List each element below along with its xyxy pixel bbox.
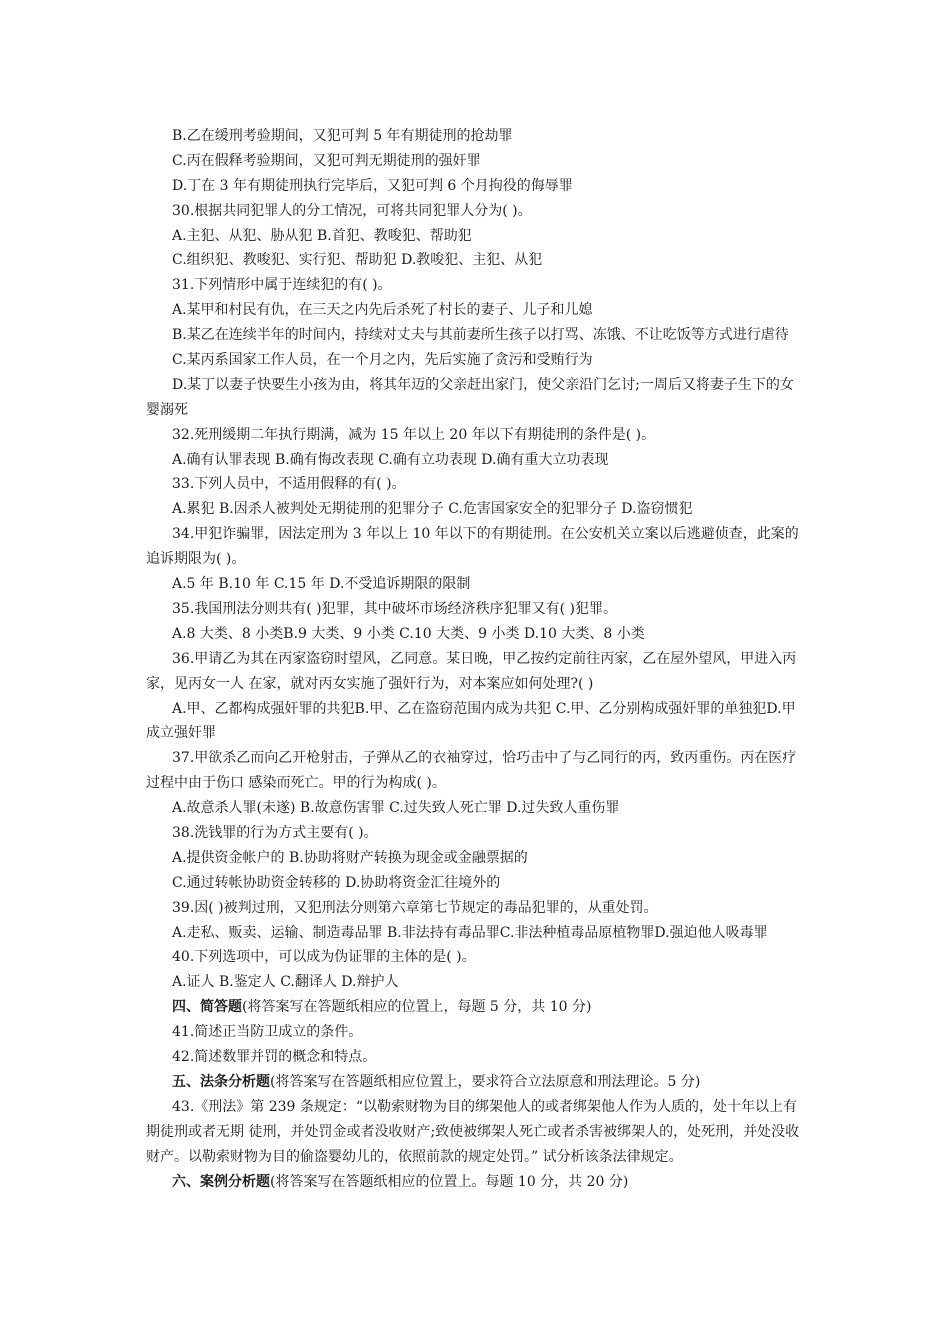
question-35: 35.我国刑法分则共有( )犯罪，其中破坏市场经济秩序犯罪又有( )犯罪。 xyxy=(172,600,618,617)
options-32: A.确有认罪表现 B.确有悔改表现 C.确有立功表现 D.确有重大立功表现 xyxy=(172,451,609,468)
question-43: 43.《刑法》第 239 条规定：“以勒索财物为目的绑架他人的或者绑架他人作为人质的，处十年以上有期徒刑或者无期 徒刑，并处罚金或者没收财产;致使被绑架人死亡或者杀害被绑架人的，处死刑，并处没收财产。以勒索财物为目的偷盗婴幼儿的，依照前款的规定处罚。” 试分析该条法律规定。 xyxy=(146,1098,800,1165)
option-31-b: B.某乙在连续半年的时间内，持续对丈夫与其前妻所生孩子以打骂、冻饿、不让吃饭等方式进行虐待 xyxy=(172,327,789,344)
question-32: 32.死刑缓期二年执行期满，减为 15 年以上 20 年以下有期徒刑的条件是( )。 xyxy=(172,426,656,443)
question-39: 39.因( )被判过刑，又犯刑法分则第六章第七节规定的毒品犯罪的，从重处罚。 xyxy=(172,899,658,916)
options-30-ab: A.主犯、从犯、胁从犯 B.首犯、教唆犯、帮助犯 xyxy=(172,227,472,244)
question-40: 40.下列选项中，可以成为伪证罪的主体的是( )。 xyxy=(172,949,476,966)
options-33: A.累犯 B.因杀人被判处无期徒刑的犯罪分子 C.危害国家安全的犯罪分子 D.盗窃惯犯 xyxy=(172,501,693,518)
section-6-title: 六、案例分析题 xyxy=(172,1173,270,1190)
option-31-a: A.某甲和村民有仇，在三天之内先后杀死了村长的妻子、儿子和儿媳 xyxy=(172,302,593,319)
section-6-heading xyxy=(146,1170,806,1195)
question-37: 37.甲欲杀乙而向乙开枪射击，子弹从乙的衣袖穿过，恰巧击中了与乙同行的丙，致丙重伤。丙在医疗过程中由于伤口 感染而死亡。甲的行为构成( )。 xyxy=(146,750,797,792)
question-38: 38.洗钱罪的行为方式主要有( )。 xyxy=(172,825,378,842)
options-40: A.证人 B.鉴定人 C.翻译人 D.辩护人 xyxy=(172,974,399,991)
options-37: A.故意杀人罪(未遂) B.故意伤害罪 C.过失致人死亡罪 D.过失致人重伤罪 xyxy=(172,800,620,817)
question-42: 42.简述数罪并罚的概念和特点。 xyxy=(172,1049,377,1066)
options-38-cd: C.通过转帐协助资金转移的 D.协助将资金汇往境外的 xyxy=(172,874,501,891)
options-30-cd: C.组织犯、教唆犯、实行犯、帮助犯 D.教唆犯、主犯、从犯 xyxy=(172,252,543,269)
option-31-d: D.某丁以妻子快要生小孩为由，将其年迈的父亲赶出家门，使父亲沿门乞讨;一周后又将妻子生下的女婴溺死 xyxy=(146,376,794,418)
question-30: 30.根据共同犯罪人的分工情况，可将共同犯罪人分为( )。 xyxy=(172,202,532,219)
section-6-note: (将答案写在答题纸相应的位置上。每题 10 分，共 20 分) xyxy=(270,1173,629,1190)
question-34: 34.甲犯诈骗罪，因法定刑为 3 年以上 10 年以下的有期徒刑。在公安机关立案以后逃避侦查，此案的追诉期限为( )。 xyxy=(146,526,799,568)
options-34: A.5 年 B.10 年 C.15 年 D.不受追诉期限的限制 xyxy=(172,576,471,593)
option-31-c: C.某丙系国家工作人员，在一个月之内，先后实施了贪污和受贿行为 xyxy=(172,352,593,369)
question-36: 36.甲请乙为其在丙家盗窃时望风，乙同意。某日晚，甲乙按约定前往丙家，乙在屋外望风，甲进入丙家，见丙女一人 在家，就对丙女实施了强奸行为，对本案应如何处理?( ) xyxy=(146,650,797,692)
options-36: A.甲、乙都构成强奸罪的共犯B.甲、乙在盗窃范围内成为共犯 C.甲、乙分别构成强奸罪的单独犯D.甲成立强奸罪 xyxy=(146,700,796,742)
section-5-title: 五、法条分析题 xyxy=(172,1073,270,1090)
option-29-c: C.丙在假释考验期间，又犯可判无期徒刑的强奸罪 xyxy=(172,152,481,169)
question-33: 33.下列人员中，不适用假释的有( )。 xyxy=(172,476,406,493)
section-4-title: 四、简答题 xyxy=(172,999,242,1016)
option-29-b: B.乙在缓刑考验期间，又犯可判 5 年有期徒刑的抢劫罪 xyxy=(172,128,513,144)
option-29-d: D.丁在 3 年有期徒刑执行完毕后，又犯可判 6 个月拘役的侮辱罪 xyxy=(172,177,573,194)
section-5-note: (将答案写在答题纸相应位置上，要求符合立法原意和刑法理论。5 分) xyxy=(270,1073,701,1090)
options-35: A.8 大类、8 小类B.9 大类、9 小类 C.10 大类、9 小类 D.10 大类、8 小类 xyxy=(172,625,645,642)
section-4-heading xyxy=(146,995,806,1020)
document-body xyxy=(146,124,806,1194)
section-5-heading xyxy=(146,1070,806,1095)
section-4-note: (将答案写在答题纸相应的位置上，每题 5 分，共 10 分) xyxy=(242,999,592,1016)
question-41: 41.简述正当防卫成立的条件。 xyxy=(172,1024,363,1041)
options-39: A.走私、贩卖、运输、制造毒品罪 B.非法持有毒品罪C.非法种植毒品原植物罪D.强迫他人吸毒罪 xyxy=(172,924,768,941)
question-31: 31.下列情形中属于连续犯的有( )。 xyxy=(172,277,392,294)
options-38-ab: A.提供资金帐户的 B.协助将财产转换为现金或金融票据的 xyxy=(172,849,528,866)
